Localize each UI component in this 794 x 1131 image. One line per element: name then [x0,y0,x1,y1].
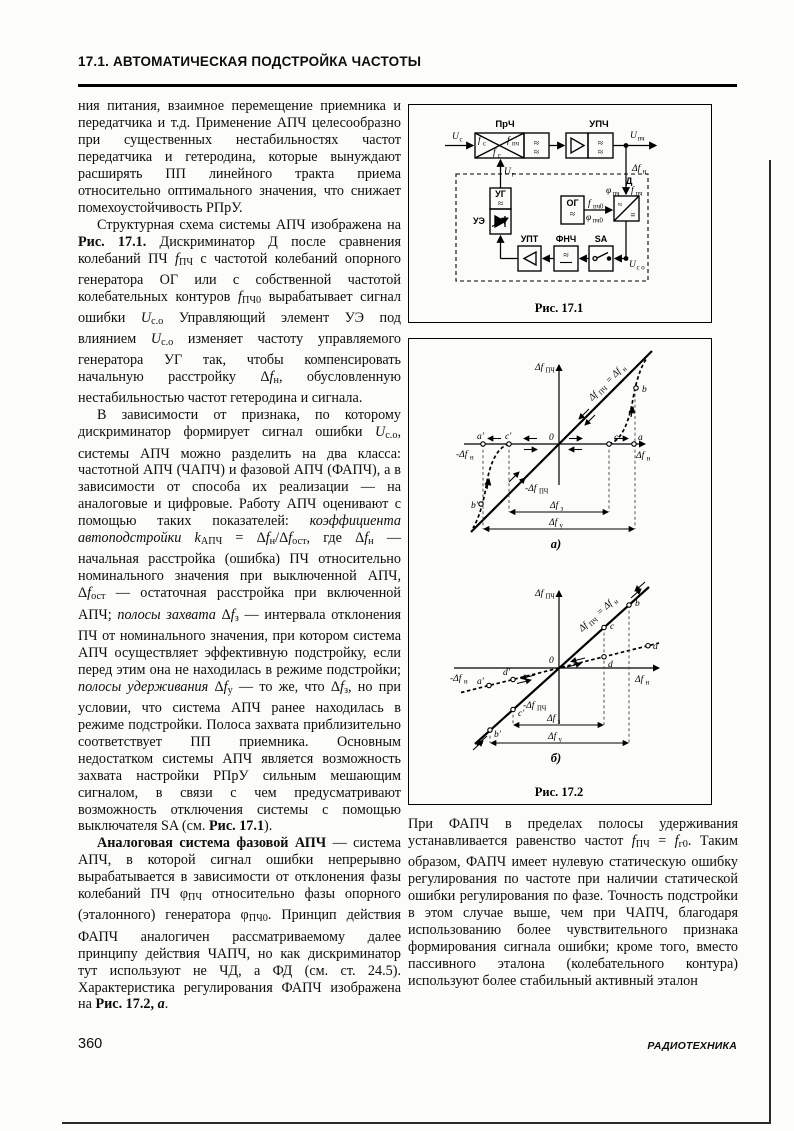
figure-17-1 [408,104,712,323]
svg-text:пч0: пч0 [593,203,604,211]
neg-y-label: -Δf [525,484,537,494]
svg-text:н: н [642,168,647,176]
svg-text:пч: пч [512,140,520,148]
origin-label: 0 [549,433,554,443]
svg-text:ПЧ: ПЧ [545,367,555,375]
svg-text:н: н [470,454,474,462]
block-label-d: Д [625,176,633,187]
label-phipch: φ [606,186,612,196]
neg-x-label: -Δf [456,450,468,460]
point-label: d' [503,668,510,678]
point-label: c [614,433,619,443]
point-label: c' [505,432,512,442]
point-label: b' [494,730,501,740]
filter-wave-icon: ≈ [597,147,604,158]
hold-band-label: Δf [549,518,558,528]
graph-b [450,582,659,765]
graph-a [456,351,652,551]
point-label: c [610,622,615,632]
discriminator-ac-icon: ≈ [617,200,623,209]
svg-text:пч: пч [637,135,645,143]
running-title: РАДИОТЕХНИКА [647,1040,737,1052]
graph-b-solid-line [475,587,649,744]
header-rule [78,84,737,87]
figure-17-2 [408,338,712,805]
control-element-block-ue [490,209,511,234]
paragraph: Аналоговая система фазовой АПЧ — система АПЧ, в которой сигнал ошибки непрерывно вырабатывается в зависимости от отклонения фазы колебаний ПЧ φПЧ относительно фазы опорного (эталонного) генератора φПЧ0. Принцип действия ФАПЧ аналогичен рассматриваемому далее принципу действия ЧАПЧ, но как дискриминатор тут используют не ЧД, а ФД (см. ст. 24.5). Характеристика регулирования ФАПЧ изображена на Рис. 17.2, а. [78,835,402,1013]
svg-text:с о: с о [636,264,645,272]
page-number: 360 [78,1036,103,1052]
point-label: b [635,599,640,609]
svg-text:н: н [645,679,650,687]
neg-y-label: -Δf [523,701,535,711]
label-uc: U [452,132,459,142]
block-label-prch: ПрЧ [495,119,515,130]
point-label: a [638,433,643,443]
hold-band-label: Δf [548,732,557,742]
label-phipch0: φ [586,213,592,223]
svg-text:пч0: пч0 [592,217,603,225]
svg-text:ПЧ: ПЧ [537,705,547,713]
block-label-og: ОГ [566,198,579,208]
svg-text:Δf: Δf [610,366,624,380]
svg-text:пч: пч [612,190,620,198]
block-label-fnch: ФНЧ [555,234,577,244]
svg-text:ПЧ: ПЧ [545,593,555,601]
generator-wave-icon: ≈ [569,209,576,220]
section-heading: 17.1. АВТОМАТИЧЕСКАЯ ПОДСТРОЙКА ЧАСТОТЫ [78,54,422,69]
filter-wave-icon: ≈ [533,138,540,149]
svg-text:н: н [621,365,629,374]
svg-text:з: з [557,718,561,726]
x-axis-label: Δf [636,451,645,461]
point-label: d [608,660,613,670]
svg-text:ПЧ: ПЧ [597,385,610,397]
graph-a-axis-arrows [488,409,628,488]
switch-block-sa [589,246,613,271]
svg-text:с: с [483,140,487,148]
point-label: a' [477,677,484,687]
y-axis-label: Δf [535,589,544,599]
block-label-sa: SA [594,234,608,244]
amplifier-block-upch [566,133,613,158]
point-label: b' [471,501,478,511]
svg-text:пч: пч [635,190,643,198]
generator-wave-icon: ≈ [497,198,504,210]
svg-text:с: с [459,136,463,144]
svg-text:ПЧ: ПЧ [539,488,549,496]
svg-text:у: у [559,522,563,530]
svg-text:Δf: Δf [587,390,601,404]
label-fpch0: f [588,199,591,209]
dc-amplifier-block-upt [518,246,541,271]
point-label: a' [477,432,484,442]
subfigure-a-label: а) [550,537,562,551]
x-axis-label: Δf [635,675,644,685]
label-uco: U [629,260,636,270]
block-label-upch: УПЧ [589,119,609,130]
svg-text:з: з [560,505,564,513]
label-fpch-mixer: f [507,136,510,146]
fig1-wires [445,144,656,261]
svg-text:г: г [511,171,515,179]
graph-a-line-label [586,362,629,405]
label-fg: f [493,148,496,158]
figure-caption: Рис. 17.2 [534,785,584,799]
filter-wave-icon: ≈ [563,250,569,261]
paragraph: При ФАПЧ в пределах полосы удерживания устанавливается равенство частот fПЧ = fг0. Таким образом, ФАПЧ имеет нулевую статическую ошибку регулирования по частоте при наличии статической ошибки регулирования по фазе. Точность подстройки в этом случае выше, чем при ЧАПЧ, благодаря использованию более чувствительного признака формирования сигнала ошибки; кроме того, вместо пассивного эталона (колебательного контура) используют более стабильный активный эталон [408,816,738,989]
filter-wave-icon: ≈ [597,138,604,149]
svg-text:Δf: Δf [577,621,591,634]
apc-characteristic-graphs [409,339,710,803]
svg-text:н: н [464,678,468,686]
left-column [78,98,401,1013]
point-label: c' [518,709,525,719]
scan-edge [62,1122,771,1124]
figure-caption: Рис. 17.1 [534,301,584,315]
block-label-upt: УПТ [520,234,539,244]
paragraph: В зависимости от признака, по которому дискриминатор формирует сигнал ошибки Uс.о, системы АПЧ можно разделить на два класса: частотной АПЧ (ЧАПЧ) и фазовой АПЧ (ФАПЧ), а в зависимости от способа их реализации — на аналоговые и цифровые. Работу АПЧ оценивают с помощью таких показателей: коэффициента автоподстройки kАПЧ = Δfн/Δfост, где Δfн — начальная расстройка (ошибка) ПЧ относительно номинального значения при выключенной АПЧ, Δfост — остаточная расстройка при включенной АПЧ; полосы захвата Δfз — интервала отклонения ПЧ от номинального значения, при котором система АПЧ осуществляет эффективную подстройку, если перед этим она не находилась в режиме подстройки; полосы удерживания Δfу — то же, что Δfз, но при условии, что система АПЧ ранее находилась в режиме подстройки. Полоса захвата приблизительно соответствует ПП приемника. Основным недостатком системы АПЧ является возможность захвата настройки РПрУ сильным мешающим сигналом, в связи с чем предусматривают возможность отключения системы с помощью выключателя SA (см. Рис. 17.1). [78,407,402,835]
block-label-ue: УЭ [473,216,485,226]
svg-text:г: г [498,152,501,160]
point-label: b [642,385,647,395]
scan-edge [769,160,771,1123]
paragraph: Структурная схема системы АПЧ изображена на Рис. 17.1. Дискриминатор Д после сравнения колебаний ПЧ fПЧ с частотой колебаний опорного генератора ОГ или с собственной частотой колебательных контуров fПЧ0 вырабатывает сигнал ошибки Uс.о Управляющий элемент УЭ под влиянием Uс.о изменяет частоту управляемого генератора УГ так, чтобы компенсировать начальную расстройку Δfн, обусловленную нестабильностью частот гетеродина и сигнала. [78,216,402,407]
svg-text:=: = [604,374,616,387]
block-label-ug: УГ [495,189,506,199]
label-dfn: Δf [632,164,641,174]
capture-band-label: Δf [550,501,559,511]
filter-wave-icon: ≈ [533,147,540,158]
svg-text:=: = [595,606,607,618]
label-upch-out: U [630,131,637,141]
origin-label: 0 [549,656,554,666]
label-fc: f [478,136,481,146]
svg-text:н: н [646,455,651,463]
y-axis-label: Δf [535,363,544,373]
svg-text:ПЧ: ПЧ [588,616,600,629]
svg-text:н: н [612,598,621,606]
discriminator-dc-icon: = [630,210,636,220]
neg-x-label: -Δf [450,674,462,684]
svg-text:у: у [558,736,562,744]
label-ug-signal: U [504,167,511,177]
svg-text:Δf: Δf [601,598,615,612]
point-label: a [653,642,658,652]
capture-band-label: Δf [547,714,556,724]
label-fpch-d: f [631,186,634,196]
apc-block-diagram [409,105,710,321]
subfigure-b-label: б) [550,751,562,765]
graph-b-axes [454,591,659,724]
paragraph: ния питания, взаимное перемещение приемника и передатчика и т.д. Применение АПЧ целесообразно при существенных нестабильностях частот передатчика и гетеродина, которые вынуждают расширять ПП линейного тракта приема относительно оптимального значения, что снижает помехоустойчивость РПрУ. [78,98,401,216]
graph-a-curve-arrows [487,407,633,489]
